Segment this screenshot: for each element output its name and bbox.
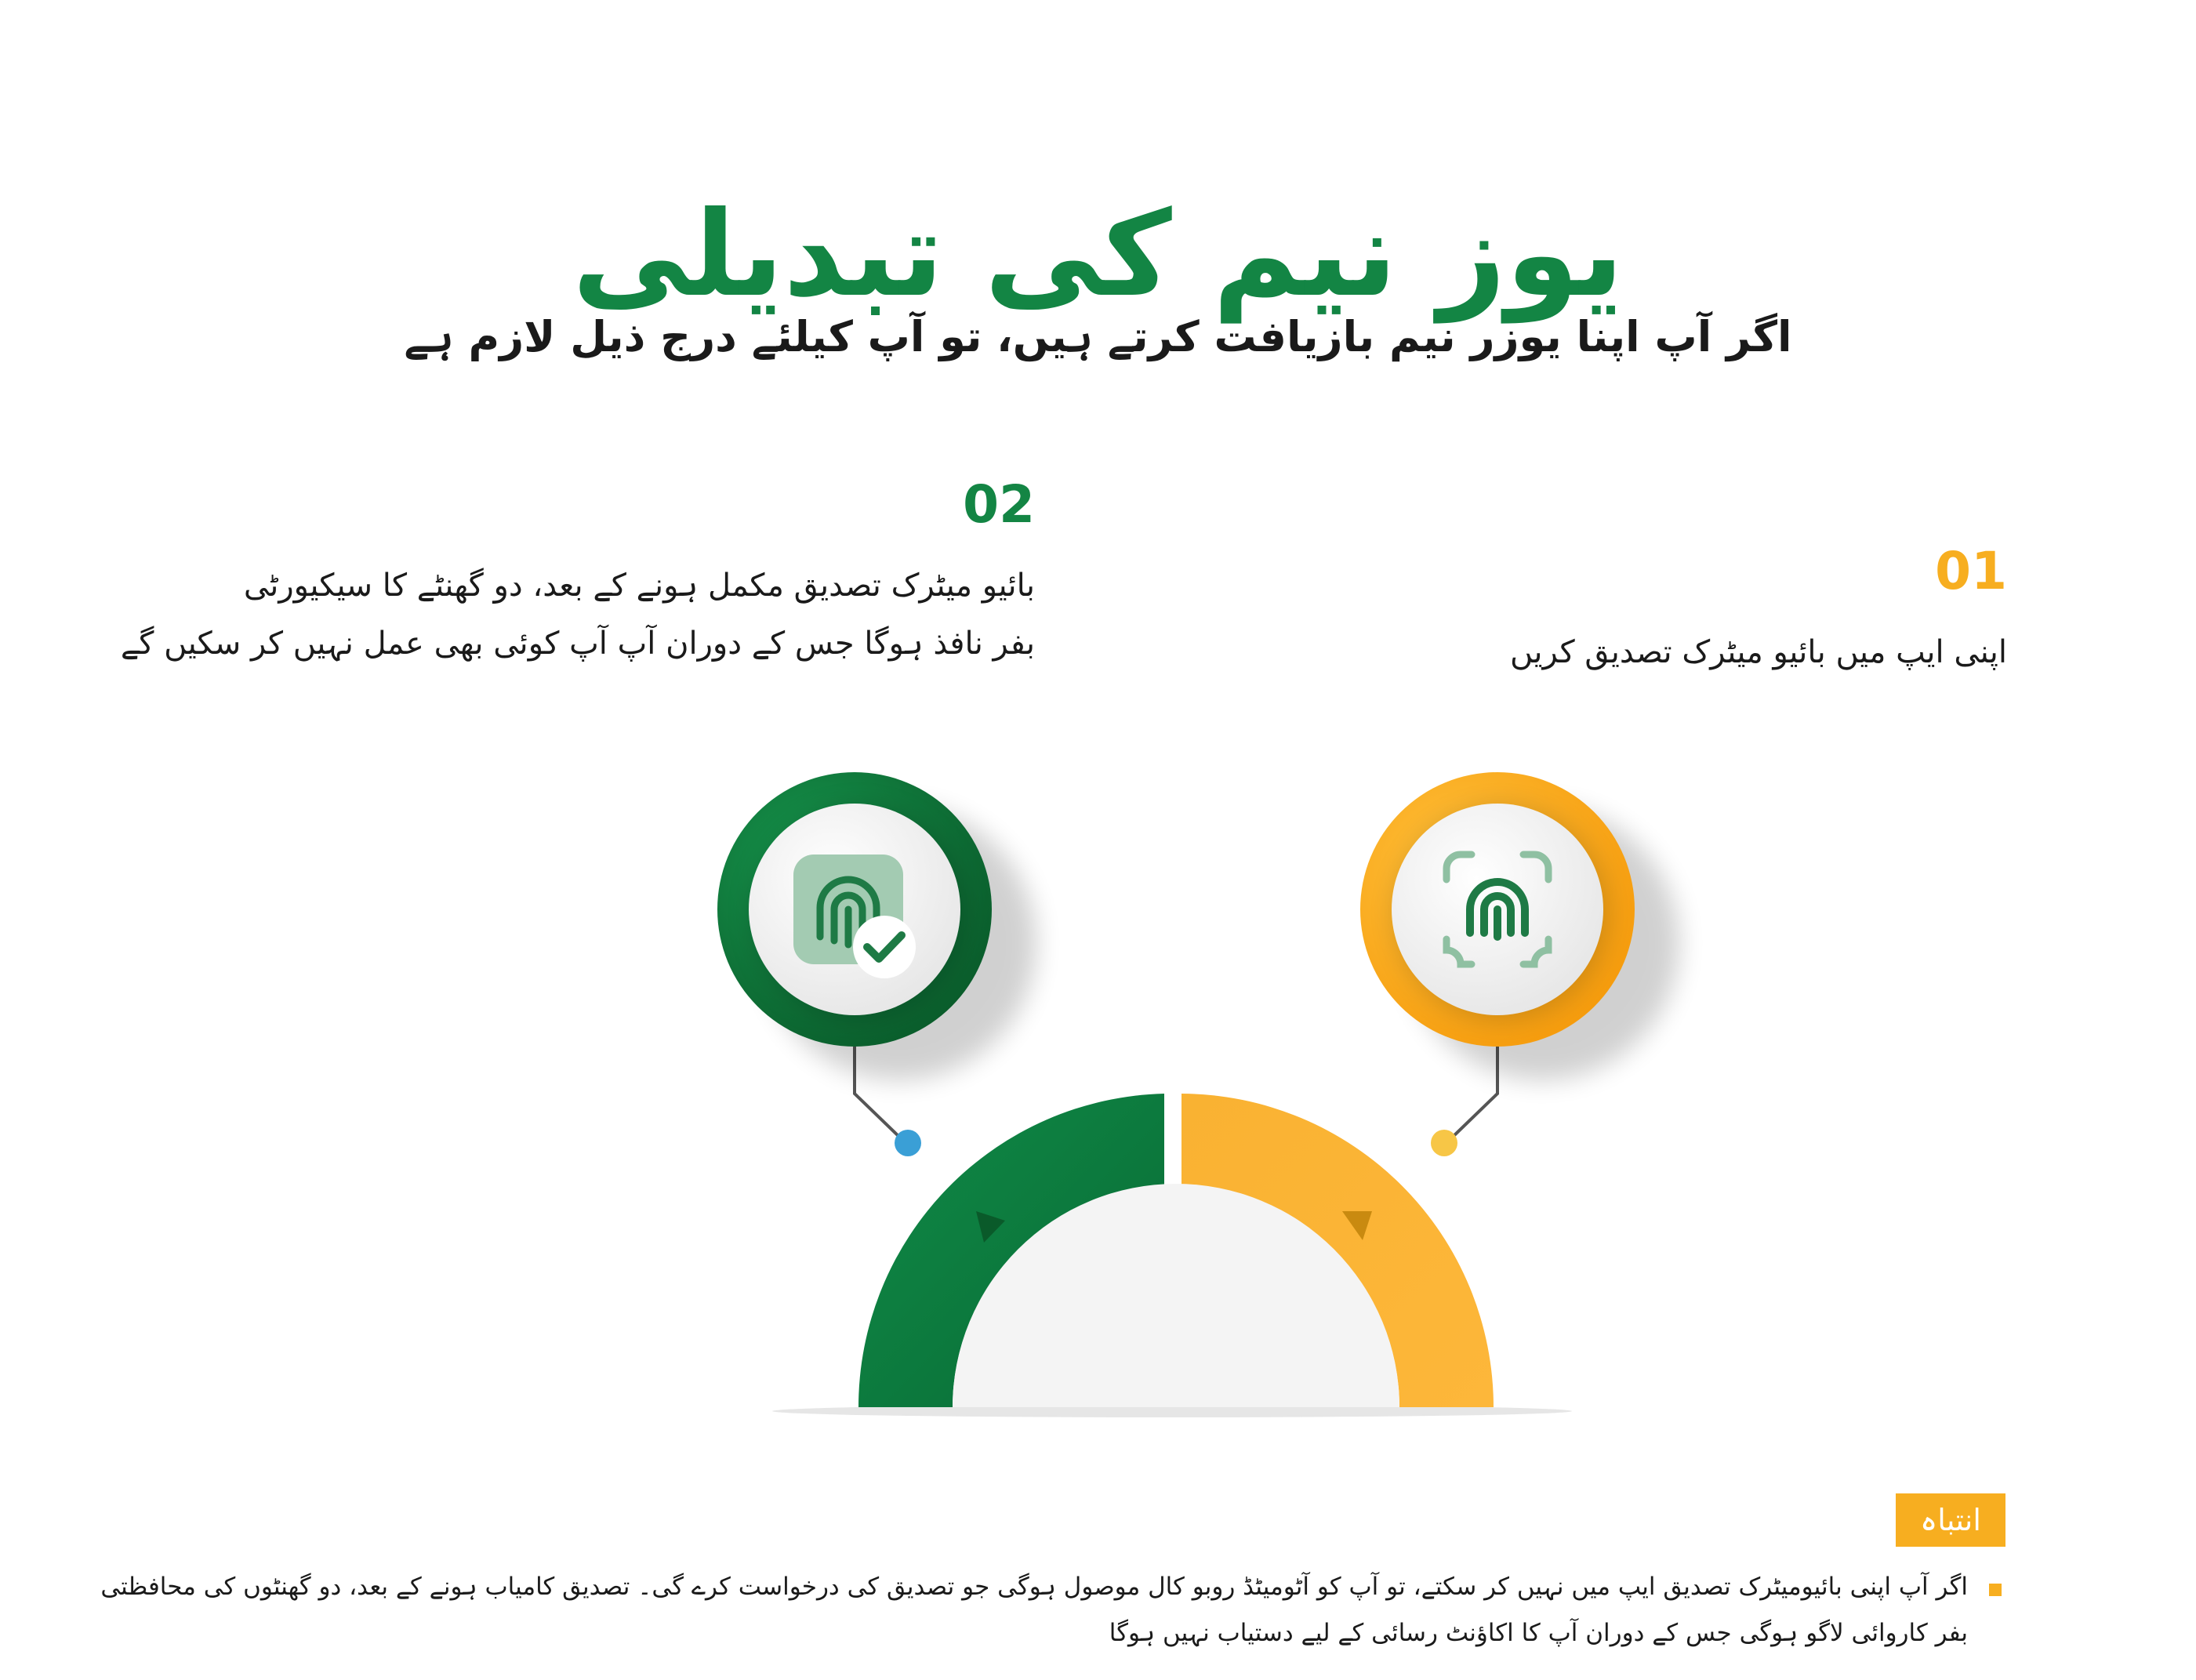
step-1-number: 01 bbox=[1935, 541, 2007, 601]
warning-text: اگر آپ اپنی بائیومیٹرک تصدیق ایپ میں نہیں کر سکتے، تو آپ کو آٹومیٹڈ روبو کال موصول ہوگی جو تصدیق کی درخواست کرے گی۔ تصدیق کامیاب ہونے کے بعد، دو گھنٹوں کی محافظتی بفر کاروائی لاگو ہوگی جس کے دوران آپ کا اکاؤنٹ رسائی کے لیے دستیاب نہیں ہوگا bbox=[100, 1573, 1968, 1647]
page-subtitle: اگر آپ اپنا یوزر نیم بازیافت کرتے ہیں، تو آپ کیلئے درج ذیل لازم ہے bbox=[404, 312, 1792, 361]
step-2-line-2: بفر نافذ ہوگا جس کے دوران آپ آپ کوئی بھی عمل نہیں کر سکیں گے bbox=[120, 626, 1035, 662]
connector-dot-blue bbox=[895, 1130, 921, 1156]
step-1-description: اپنی ایپ میں بائیو میٹرک تصدیق کریں bbox=[1509, 634, 2007, 670]
page-title: یوز نیم کی تبدیلی bbox=[572, 187, 1624, 323]
step-2-line-1: بائیو میٹرک تصدیق مکمل ہونے کے بعد، دو گھنٹے کا سیکیورٹی bbox=[243, 568, 1035, 604]
bullet-icon bbox=[1989, 1584, 2002, 1596]
warning-badge: انتباہ bbox=[1896, 1493, 2005, 1547]
fingerprint-check-icon bbox=[793, 855, 916, 978]
step-2-number: 02 bbox=[963, 474, 1035, 535]
connector-dot-yellow bbox=[1431, 1130, 1457, 1156]
